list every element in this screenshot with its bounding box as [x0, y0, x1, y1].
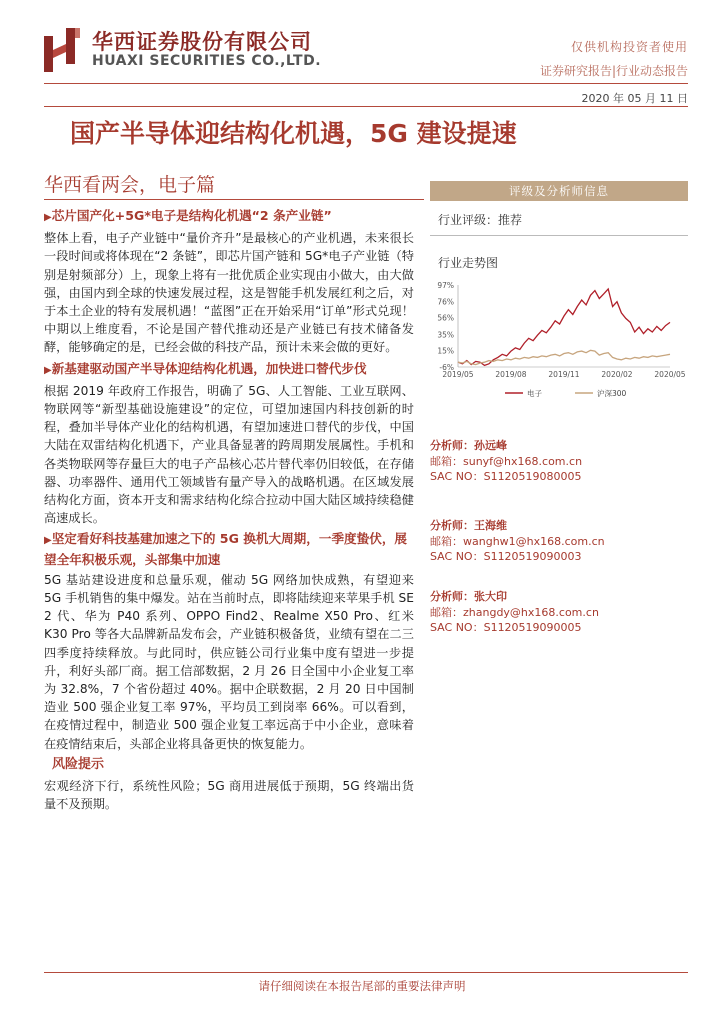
- x-tick-label: 2020/02: [601, 370, 633, 379]
- x-tick-label: 2020/05: [654, 370, 686, 379]
- analyst-card: [430, 518, 688, 565]
- risk-body: 宏观经济下行，系统性风险；5G 商用进展低于预期，5G 终端出货量不及预期。: [44, 779, 414, 812]
- header-divider: [44, 83, 688, 84]
- subtitle-divider: [44, 199, 424, 200]
- legend-label: 沪深300: [597, 389, 627, 398]
- analyst-sac: SAC NO：S1120519080005: [430, 470, 582, 483]
- industry-trend-chart: [430, 277, 688, 417]
- y-tick-label: -6%: [439, 363, 454, 372]
- chart-title: 行业走势图: [438, 256, 499, 270]
- report-type: 证券研究报告|行业动态报告: [539, 64, 688, 78]
- date-divider: [44, 106, 688, 107]
- section-heading-3: ▶坚定看好科技基建加速之下的 5G 换机大周期，一季度蛰伏，展望全年积极乐观，头部集中加速: [44, 531, 408, 567]
- footer-divider: [44, 972, 688, 973]
- x-tick-label: 2019/11: [548, 370, 580, 379]
- x-tick-label: 2019/08: [495, 370, 527, 379]
- section-heading-2: ▶新基建驱动国产半导体迎结构化机遇，加快进口替代步伐: [44, 360, 367, 376]
- analyst-email[interactable]: 邮箱：zhangdy@hx168.com.cn: [430, 605, 599, 619]
- report-subtitle: 华西看两会，电子篇: [44, 174, 216, 196]
- sidebar: [430, 181, 688, 641]
- restriction-note: 仅供机构投资者使用: [570, 40, 688, 54]
- legend-label: 电子: [527, 389, 542, 398]
- company-name-cn: 华西证券股份有限公司: [92, 30, 312, 54]
- section-body-1: 整体上看，电子产业链中“量价齐升”是最核心的产业机遇，未来很长一段时间或将体现在“2 条链”，即芯片国产链和 5G*电子产业链（特别是射频部分）上，现象上将有一批优质企业实现由小做大，由大做强，由国内到全球的快速发展过程，这是智能手机发展红利之后，对于本土企业的特有发展机遇！“蓝图”正在开始采用“订单”形式兑现！中期以上维度看，不论是国产替代推动还是产业链已有技术储备发酵，能够确定的是，已经会做的科技产品，预计未来会做的更好。: [44, 231, 414, 355]
- analyst-sac: SAC NO：S1120519090005: [430, 621, 582, 634]
- huaxi-logo-icon: [44, 28, 84, 72]
- company-name-en: HUAXI SECURITIES CO.,LTD.: [92, 53, 322, 69]
- y-tick-label: 35%: [437, 330, 454, 340]
- triangle-bullet-icon: ▶: [44, 212, 52, 223]
- legal-notice: 请仔细阅读在本报告尾部的重要法律声明: [258, 979, 466, 993]
- y-tick-label: 76%: [437, 297, 454, 307]
- y-tick-label: 15%: [437, 346, 454, 356]
- analyst-name: 分析师：王海维: [430, 519, 507, 532]
- report-date: 2020 年 05 月 11 日: [581, 92, 688, 105]
- y-tick-label: 56%: [437, 313, 454, 323]
- analyst-card: [430, 589, 688, 636]
- report-title: 国产半导体迎结构化机遇，5G 建设提速: [70, 119, 517, 148]
- triangle-bullet-icon: ▶: [44, 364, 52, 376]
- analyst-name: 分析师：张大印: [430, 590, 507, 603]
- triangle-bullet-icon: ▶: [44, 535, 52, 547]
- rating-info-header: 评级及分析师信息: [430, 181, 688, 201]
- section-heading-1: ▶芯片国产化+5G*电子是结构化机遇“2 条产业链”: [44, 208, 332, 223]
- section-body-3: 5G 基站建设进度和总量乐观，催动 5G 网络加快成熟，有望迎来 5G 手机销售的集中爆发。站在当前时点，即将陆续迎来苹果手机 SE 2 代、华为 P40 系列、OPPO Find2、Realme X50 Pro、红米 K30 Pro 等各大品牌新品发布会，产业链积极备货，业绩有望在二三四季度持续释放。与此同时，供应链公司行业集中度有望进一步提升，利好头部厂商。据工信部数据，2 月 26 日全国中小企业复工率为 32.8%，7 个省份超过 40%。据中企联数据，2 月 20 日中国制造业 500 强企业复工率 97%，平均员工到岗率 66%。可以看到，在疫情过程中，制造业 500 强企业复工率远高于中小企业，意味着在疫情结束后，头部企业将具备更快的恢复能力。: [44, 572, 414, 751]
- analyst-email[interactable]: 邮箱：wanghw1@hx168.com.cn: [430, 534, 605, 548]
- analyst-sac: SAC NO：S1120519090003: [430, 550, 582, 563]
- industry-rating: 行业评级：推荐: [430, 201, 688, 236]
- analyst-card: [430, 438, 688, 485]
- analyst-email[interactable]: 邮箱：sunyf@hx168.com.cn: [430, 454, 583, 468]
- main-body: [44, 205, 414, 817]
- x-tick-label: 2019/05: [442, 370, 474, 379]
- analyst-name: 分析师：孙远峰: [430, 439, 507, 452]
- risk-heading: 风险提示: [52, 756, 105, 772]
- section-body-2: 根据 2019 年政府工作报告，明确了 5G、人工智能、工业互联网、物联网等“新型基础设施建设”的定位，可望加速国内科技创新的时程，叠加半导体产业化的结构机遇，有望加速进口替代的步伐，中国大陆在双雷结构化机遇下，产业具备显著的跨周期发展属性。手机和各类物联网等存量巨大的电子产品核心芯片替代率仍旧较低，在存储器、功率器件、通用代工领域皆有量产导入的战略机遇。在区域发展结构化方面，资本开支和需求结构化综合拉动中国大陆区域持续稳健高速成长。: [44, 383, 414, 526]
- y-tick-label: 97%: [437, 281, 454, 290]
